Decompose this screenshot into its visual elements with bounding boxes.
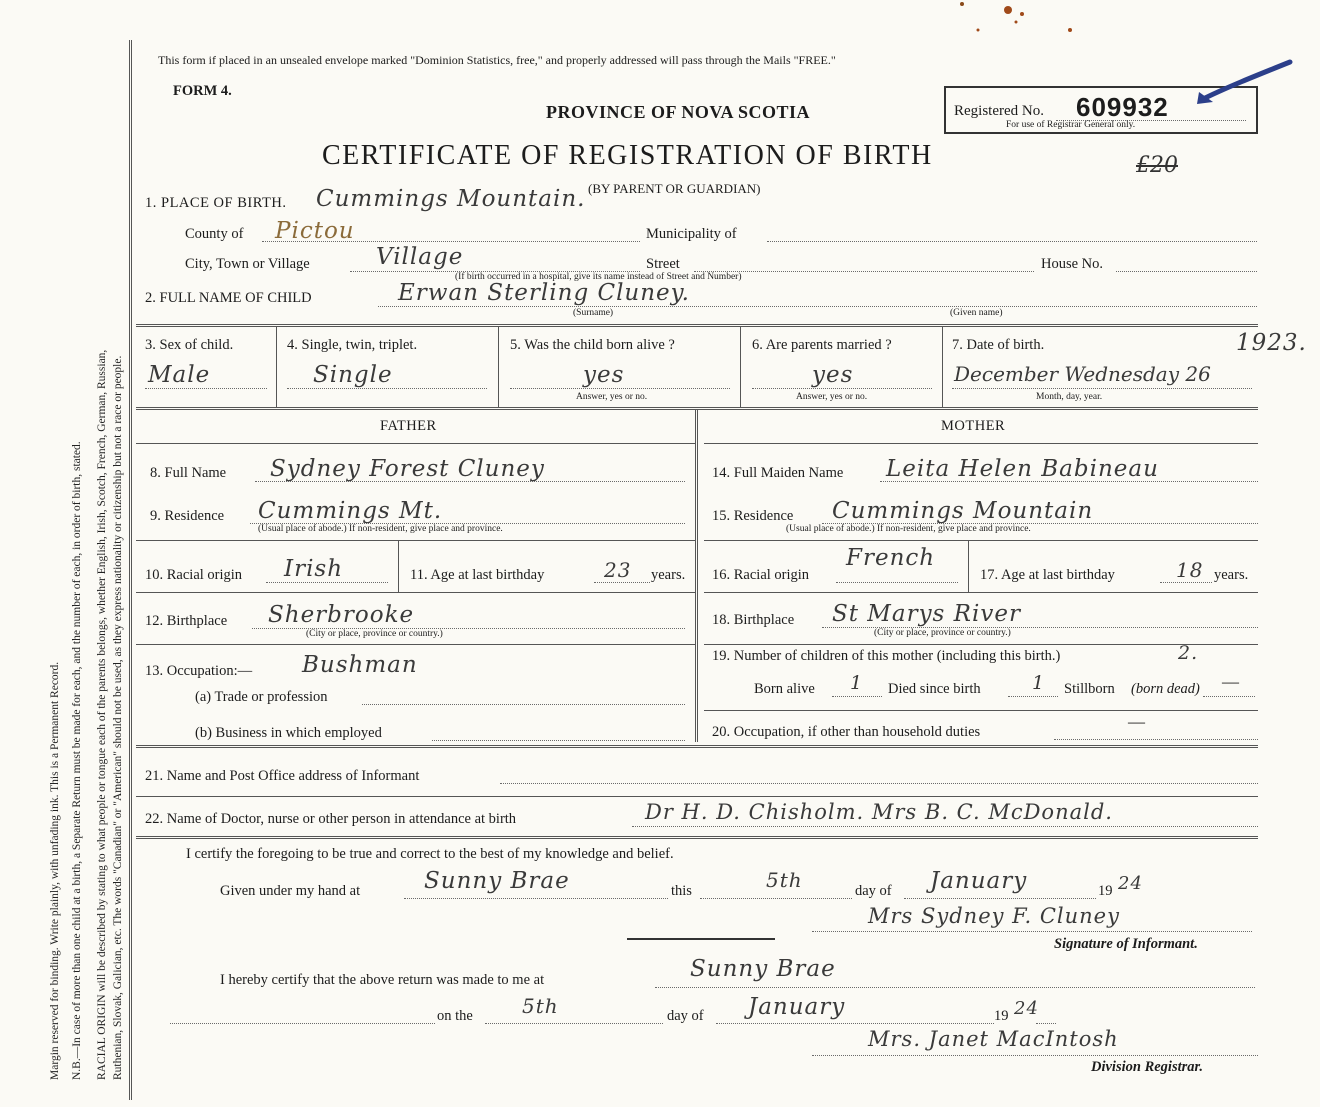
given-name-note: (Given name) <box>950 308 1003 318</box>
father-heading: FATHER <box>380 418 437 434</box>
registrar-place-value: Sunny Brae <box>690 956 836 982</box>
father-abode-note: (Usual place of abode.) If non-resident, give place and province. <box>258 524 503 534</box>
mother-age-label: 17. Age at last birthday <box>980 567 1115 583</box>
given-day-of-label: day of <box>855 883 892 899</box>
binding-margin-rule <box>129 40 132 1100</box>
mother-heading: MOTHER <box>941 418 1006 434</box>
registrar-signature: Mrs. Janet MacIntosh <box>868 1027 1119 1051</box>
registrar-signature-label: Division Registrar. <box>1091 1059 1203 1075</box>
father-racial-origin-label: 10. Racial origin <box>145 567 243 583</box>
province-heading: PROVINCE OF NOVA SCOTIA <box>546 102 811 122</box>
father-birthplace-label: 12. Birthplace <box>145 613 228 629</box>
mother-racial-origin-value: French <box>846 545 936 571</box>
mother-birthplace-note: (City or place, province or country.) <box>874 628 1011 638</box>
registrar-year-prefix: 19 <box>994 1008 1009 1024</box>
mother-birthplace-label: 18. Birthplace <box>712 612 795 628</box>
parents-married-label: 6. Are parents married ? <box>752 337 892 353</box>
informant-signature: Mrs Sydney F. Cluney <box>868 904 1120 928</box>
father-birthplace-value: Sherbrooke <box>268 602 415 628</box>
certify-statement: I certify the foregoing to be true and correct to the best of my knowledge and belief. <box>186 846 674 862</box>
house-number-label: House No. <box>1041 256 1104 272</box>
mother-birthplace-value: St Marys River <box>832 601 1021 627</box>
registrar-day-value: 5th <box>522 994 559 1018</box>
registrar-month-value: January <box>748 994 846 1020</box>
stillborn-value: — <box>1222 672 1239 691</box>
place-of-birth-label: 1. PLACE OF BIRTH. <box>145 195 287 211</box>
margin-note-racial-origin: RACIAL ORIGIN will be described by stating to what people or tongue each of the parents belongs, whether English, Irish, Scotch, French, German, Russian, <box>96 349 108 1080</box>
doctor-value: Dr H. D. Chisholm. Mrs B. C. McDonald. <box>645 800 1113 824</box>
born-alive-count-value: 1 <box>850 672 864 694</box>
form-number: FORM 4. <box>173 83 232 99</box>
child-name-label: 2. FULL NAME OF CHILD <box>145 290 312 306</box>
father-birthplace-note: (City or place, province or country.) <box>306 629 443 639</box>
street-label: Street <box>646 256 680 272</box>
given-year-prefix: 19 <box>1098 883 1113 899</box>
date-of-birth-value: December Wednesday 26 <box>954 362 1211 386</box>
father-occupation-value: Bushman <box>302 652 418 678</box>
registered-label: Registered No. <box>954 103 1044 119</box>
registrar-on-the-label: on the <box>437 1008 473 1024</box>
county-value: Pictou <box>275 218 355 244</box>
parents-married-value: yes <box>812 362 854 388</box>
given-year-value: 24 <box>1118 873 1143 894</box>
doctor-label: 22. Name of Doctor, nurse or other person in attendance at birth <box>145 811 517 827</box>
father-racial-origin-value: Irish <box>284 556 344 582</box>
father-name-value: Sydney Forest Cluney <box>270 456 545 482</box>
margin-note-racial-origin-2: Ruthenian, Slovak, Galician, etc. The words "Canadian" or "American" should not be used, as they express nationality or citizenship but not a race or people. <box>112 355 124 1080</box>
margin-note-binding: Margin reserved for binding. Write plainly, with unfading ink. This is a Permanent Record. <box>49 661 61 1080</box>
municipality-label: Municipality of <box>646 226 737 242</box>
mother-age-value: 18 <box>1176 558 1204 582</box>
registrar-use-note: For use of Registrar General only. <box>1006 120 1136 130</box>
business-employed-label: (b) Business in which employed <box>195 725 382 741</box>
mother-abode-note: (Usual place of abode.) If non-resident, give place and province. <box>786 524 1031 534</box>
certificate-title: CERTIFICATE OF REGISTRATION OF BIRTH <box>322 140 933 171</box>
born-alive-value: yes <box>583 362 625 388</box>
father-occupation-label: 13. Occupation:— <box>145 663 253 679</box>
margin-note-multiple-births: N.B.—In case of more than one child at a birth, a Separate Return must be made for each, and the number of each, in order of birth, stated. <box>71 441 83 1080</box>
date-of-birth-year: 1923. <box>1236 330 1307 356</box>
registrar-certify-statement: I hereby certify that the above return was made to me at <box>220 972 545 988</box>
informant-signature-label: Signature of Informant. <box>1054 936 1198 952</box>
father-residence-label: 9. Residence <box>150 508 225 524</box>
sex-value: Male <box>148 362 211 388</box>
mother-residence-value: Cummings Mountain <box>832 498 1094 524</box>
given-under-hand-label: Given under my hand at <box>220 883 361 899</box>
father-age-years: years. <box>651 567 686 583</box>
ink-specks <box>950 0 1080 40</box>
sex-label: 3. Sex of child. <box>145 337 234 353</box>
registrar-year-value: 24 <box>1014 998 1039 1019</box>
born-alive-note: Answer, yes or no. <box>576 392 648 402</box>
registered-number: 609932 <box>1076 92 1169 122</box>
given-month-value: January <box>930 868 1028 894</box>
mother-racial-origin-label: 16. Racial origin <box>712 567 810 583</box>
registrar-day-of-label: day of <box>667 1008 704 1024</box>
given-place-value: Sunny Brae <box>424 868 570 894</box>
this-label: this <box>671 883 692 899</box>
father-age-value: 23 <box>604 558 632 582</box>
hospital-note: (If birth occurred in a hospital, give its name instead of Street and Number) <box>455 272 742 282</box>
children-count-value: 2. <box>1178 642 1199 664</box>
date-of-birth-label: 7. Date of birth. <box>952 337 1045 353</box>
postal-notice: This form if placed in an unsealed envelope marked "Dominion Statistics, free," and properly addressed will pass through the Mails "FREE." <box>158 53 836 67</box>
mother-name-value: Leita Helen Babineau <box>886 456 1159 482</box>
father-residence-value: Cummings Mt. <box>258 498 443 524</box>
father-name-label: 8. Full Name <box>150 465 227 481</box>
stillborn-note: (born dead) <box>1131 681 1200 697</box>
corner-mark: £20 <box>1136 153 1178 178</box>
blue-ink-mark <box>1195 58 1295 108</box>
certificate-subtitle: (BY PARENT OR GUARDIAN) <box>588 181 761 196</box>
mother-occupation-value: — <box>1128 712 1145 731</box>
mother-residence-label: 15. Residence <box>712 508 794 524</box>
died-since-birth-label: Died since birth <box>888 681 981 697</box>
place-of-birth-value: Cummings Mountain. <box>316 186 586 212</box>
parents-married-note: Answer, yes or no. <box>796 392 868 402</box>
mother-occupation-label: 20. Occupation, if other than household duties <box>712 724 981 740</box>
child-name-value: Erwan Sterling Cluney. <box>398 280 690 306</box>
informant-label: 21. Name and Post Office address of Informant <box>145 768 420 784</box>
city-town-village-label: City, Town or Village <box>185 256 310 272</box>
single-twin-triplet-value: Single <box>313 362 393 388</box>
certify-divider <box>627 938 775 940</box>
county-label: County of <box>185 226 244 242</box>
children-count-label: 19. Number of children of this mother (including this birth.) <box>712 648 1061 664</box>
surname-note: (Surname) <box>573 308 614 318</box>
trade-profession-label: (a) Trade or profession <box>195 689 328 705</box>
date-of-birth-note: Month, day, year. <box>1036 392 1103 402</box>
city-town-village-value: Village <box>376 244 464 270</box>
mother-name-label: 14. Full Maiden Name <box>712 465 844 481</box>
died-since-birth-value: 1 <box>1032 672 1046 694</box>
given-day-value: 5th <box>766 868 803 892</box>
single-twin-triplet-label: 4. Single, twin, triplet. <box>287 337 418 353</box>
mother-age-years: years. <box>1214 567 1249 583</box>
stillborn-label: Stillborn <box>1064 681 1115 697</box>
born-alive-count-label: Born alive <box>754 681 815 697</box>
father-age-label: 11. Age at last birthday <box>410 567 545 583</box>
born-alive-label: 5. Was the child born alive ? <box>510 337 675 353</box>
